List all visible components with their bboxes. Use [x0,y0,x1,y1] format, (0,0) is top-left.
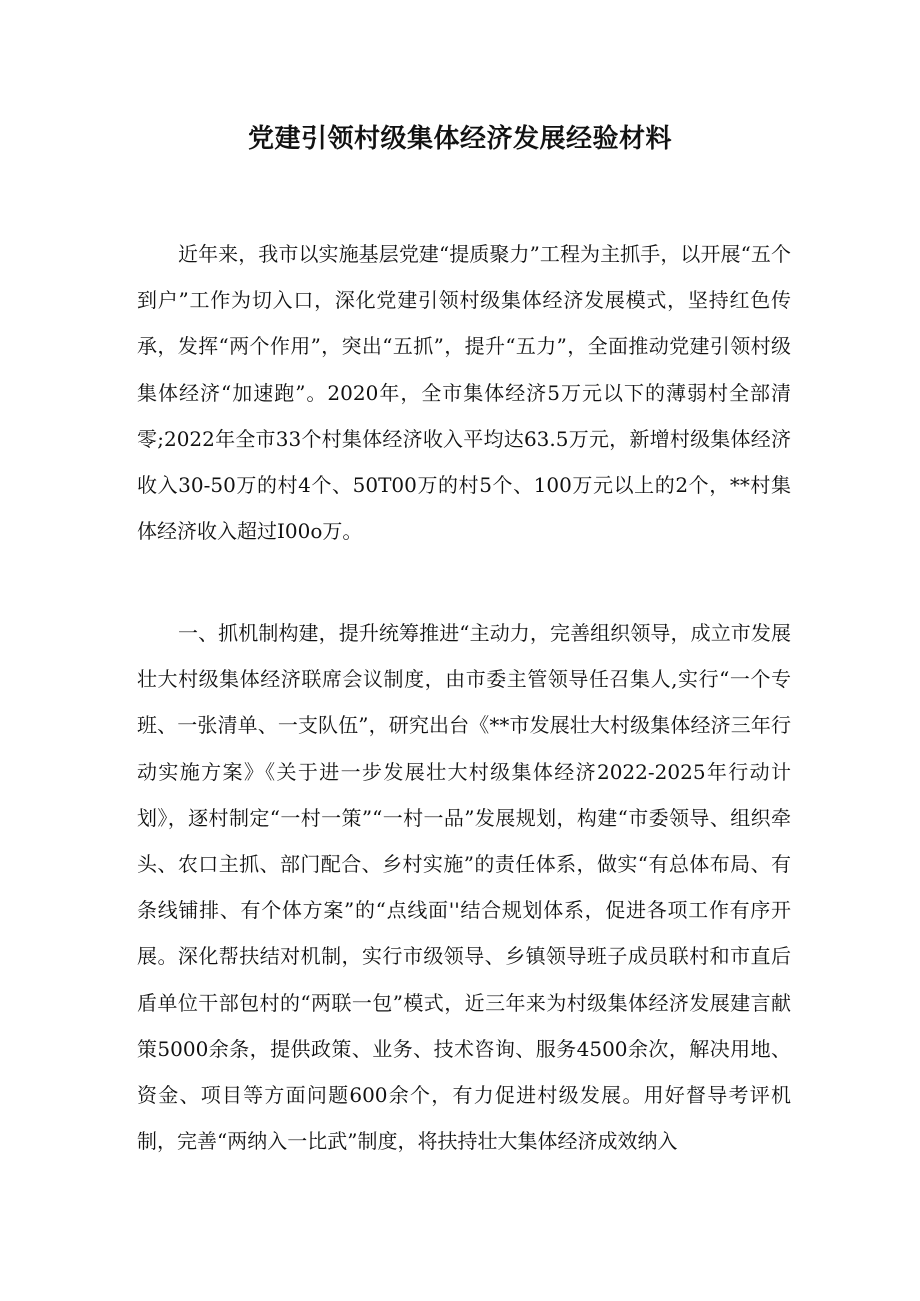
section-one-paragraph: 一、抓机制构建，提升统筹推进“主动力，完善组织领导，成立市发展壮大村级集体经济联席会议制度，由市委主管领导任召集人,实行“一个专班、一张清单、一支队伍”，研究出台《**市发展壮大村级集体经济三年行动实施方案》《关于进一步发展壮大村级集体经济2022-2025年行动计划》，逐村制定“一村一策”“一村一品”发展规划，构建“市委领导、组织牵头、农口主抓、部门配合、乡村实施”的责任体系，做实“有总体布局、有条线铺排、有个体方案”的“点线面''结合规划体系，促进各项工作有序开展。深化帮扶结对机制，实行市级领导、乡镇领导班子成员联村和市直后盾单位干部包村的“两联一包”模式，近三年来为村级集体经济发展建言献策5000余条，提供政策、业务、技术咨询、服务4500余次，解决用地、资金、项目等方面问题600余个，有力促进村级发展。用好督导考评机制，完善“两纳入一比武”制度，将扶持壮大集体经济成效纳入 [137,621,791,1154]
document-title: 党建引领村级集体经济发展经验材料 [247,124,672,154]
intro-paragraph: 近年来，我市以实施基层党建“提质聚力”工程为主抓手，以开展“五个到户”工作为切入口，深化党建引领村级集体经济发展模式，坚持红色传承，发挥“两个作用”，突出“五抓”，提升“五力”，全面推动党建引领村级集体经济“加速跑”。2020年，全市集体经济5万元以下的薄弱村全部清零;2022年全市33个村集体经济收入平均达63.5万元，新增村级集体经济收入30-50万的村4个、50T00万的村5个、100万元以上的2个，**村集体经济收入超过I00o万。 [137,242,791,544]
